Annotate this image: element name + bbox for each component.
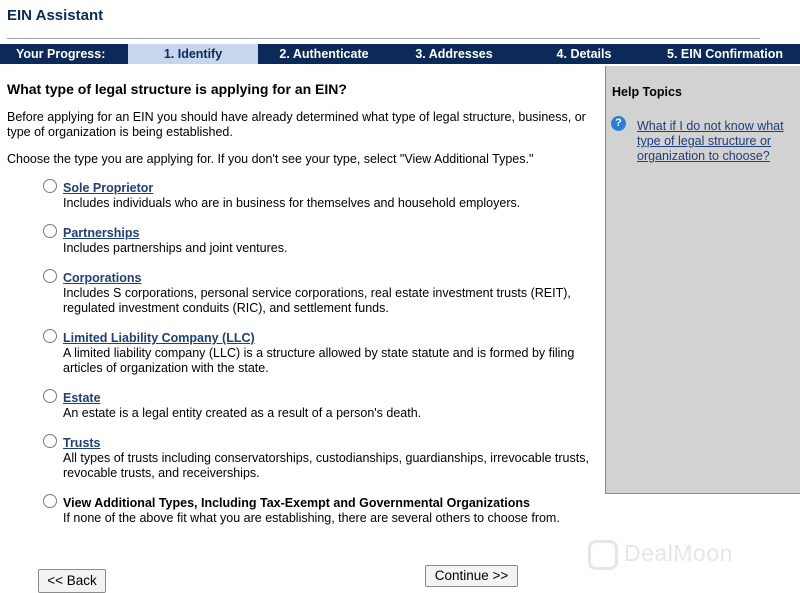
desc-llc: A limited liability company (LLC) is a structure allowed by state statute and is formed by filing articles of organization with the state. (63, 346, 575, 375)
option-llc (43, 331, 599, 376)
radio-sole-proprietor[interactable] (43, 179, 57, 193)
option-partnerships (43, 226, 599, 256)
desc-corporations: Includes S corporations, personal service corporations, real estate investment trusts (REIT), regulated investment conduits (RIC), and settlement funds. (63, 286, 571, 315)
continue-button[interactable]: Continue >> (425, 565, 518, 587)
progress-step-ein-confirmation: 5. EIN Confirmation (667, 47, 783, 61)
intro-text: Before applying for an EIN you should have already determined what type of legal structure, business, or type of organization is being established. (7, 110, 586, 139)
progress-step-identify: 1. Identify (128, 44, 258, 64)
option-additional-types (43, 496, 599, 526)
progress-step-authenticate: 2. Authenticate (279, 47, 369, 61)
desc-estate: An estate is a legal entity created as a result of a person's death. (63, 406, 422, 420)
radio-corporations[interactable] (43, 269, 57, 283)
option-estate (43, 391, 599, 421)
progress-step-addresses: 3. Addresses (415, 47, 493, 61)
option-trusts (43, 436, 599, 481)
desc-additional-types: If none of the above fit what you are establishing, there are several others to choose from. (63, 511, 560, 525)
progress-step-details: 4. Details (556, 47, 612, 61)
dealmoon-watermark (588, 540, 733, 570)
choose-instructions: Choose the type you are applying for. If you don't see your type, select "View Additional Types." (7, 152, 534, 166)
option-sole-proprietor (43, 181, 599, 211)
link-estate[interactable]: Estate (63, 391, 101, 405)
watermark-logo-icon (588, 540, 618, 570)
back-button[interactable]: << Back (38, 569, 106, 593)
title-divider (7, 38, 760, 39)
progress-bar (0, 44, 800, 64)
radio-trusts[interactable] (43, 434, 57, 448)
radio-estate[interactable] (43, 389, 57, 403)
question-icon[interactable]: ? (611, 116, 626, 131)
link-llc[interactable]: Limited Liability Company (LLC) (63, 331, 255, 345)
radio-llc[interactable] (43, 329, 57, 343)
help-link-legal-structure[interactable]: What if I do not know what type of legal structure or organization to choose? (637, 119, 784, 163)
desc-partnerships: Includes partnerships and joint ventures. (63, 241, 288, 255)
link-partnerships[interactable]: Partnerships (63, 226, 140, 240)
app-title: EIN Assistant (7, 7, 104, 24)
link-corporations[interactable]: Corporations (63, 271, 142, 285)
page-question: What type of legal structure is applying for an EIN? (7, 81, 347, 97)
watermark-text: DealMoon (624, 540, 733, 567)
link-sole-proprietor[interactable]: Sole Proprietor (63, 181, 154, 195)
main-content (7, 66, 599, 541)
help-title: Help Topics (612, 85, 682, 99)
option-corporations (43, 271, 599, 316)
legal-structure-options (7, 181, 599, 526)
label-additional-types: View Additional Types, Including Tax-Exempt and Governmental Organizations (63, 496, 530, 510)
desc-sole-proprietor: Includes individuals who are in business for themselves and household employers. (63, 196, 521, 210)
progress-label: Your Progress: (16, 47, 106, 61)
help-topics-panel (605, 66, 800, 494)
radio-partnerships[interactable] (43, 224, 57, 238)
link-trusts[interactable]: Trusts (63, 436, 101, 450)
radio-additional-types[interactable] (43, 494, 57, 508)
desc-trusts: All types of trusts including conservatorships, custodianships, guardianships, irrevocable trusts, revocable trusts, and receiverships. (63, 451, 589, 480)
